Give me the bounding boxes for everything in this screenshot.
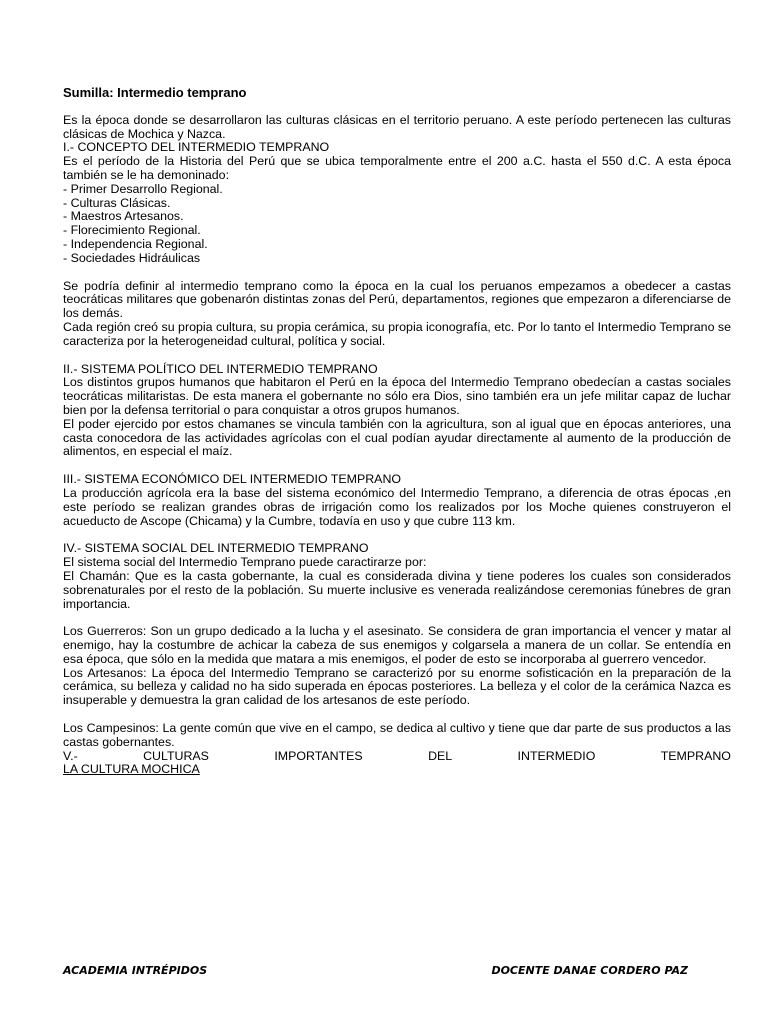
document-title: Sumilla: Intermedio temprano: [63, 85, 247, 100]
campesinos-paragraph: Los Campesinos: La gente común que vive en el campo, se dedica al cultivo y tiene que dar parte de sus productos a las castas gobernantes.: [63, 721, 731, 749]
heading-word: V.-: [63, 748, 78, 763]
cultura-mochica-subheading: LA CULTURA MOCHICA: [63, 762, 200, 777]
list-item: - Maestros Artesanos.: [63, 209, 184, 224]
intro-paragraph: Es la época donde se desarrollaron las culturas clásicas en el territorio peruano. A este período pertenecen las culturas clásicas de Mochica y Nazca.: [63, 112, 731, 141]
section2-heading: II.- SISTEMA POLÍTICO DEL INTERMEDIO TEMPRANO: [63, 361, 378, 376]
footer-academy: ACADEMIA INTRÉPIDOS: [63, 964, 208, 977]
heading-word: TEMPRANO: [660, 748, 731, 763]
artesanos-paragraph: Los Artesanos: La época del Intermedio Temprano se caracterizó por su enorme sofisticación en la preparación de la cerámica, su belleza y calidad no ha sido superada en épocas posteriores. La belleza y el color de la cerámica Nazca es insuperable y demuestra la gran calidad de los artesanos de este período.: [63, 665, 731, 708]
period-names-list: [63, 183, 731, 266]
section1-text: Es el período de la Historia del Perú que se ubica temporalmente entre el 200 a.C. hasta el 550 d.C. A esta época también se le ha demoninado:: [63, 154, 731, 182]
section4-heading: IV.- SISTEMA SOCIAL DEL INTERMEDIO TEMPRANO: [63, 541, 369, 556]
section1-paragraph-2: Se podría definir al intermedio temprano como la época en la cual los peruanos empezamos a obedecer a castas teocráticas militares que gobenarón distintas zonas del Perú, departamentos, regiones que empezaron a diferenciarse de los demás.: [63, 278, 731, 321]
section5-heading: [63, 750, 731, 764]
list-item: - Independencia Regional.: [63, 236, 208, 251]
section1-heading: I.- CONCEPTO DEL INTERMEDIO TEMPRANO: [63, 140, 330, 155]
list-item: - Primer Desarrollo Regional.: [63, 181, 223, 196]
section4-intro: El sistema social del Intermedio Temprano puede caractirarze por:: [63, 555, 427, 570]
footer-teacher: DOCENTE DANAE CORDERO PAZ: [491, 964, 688, 977]
list-item: - Sociedades Hidráulicas: [63, 250, 201, 265]
section2-paragraph-1: Los distintos grupos humanos que habitaron el Perú en la época del Intermedio Temprano obedecían a castas sociales teocráticas militaristas. De esta manera el gobernante no sólo era Dios, sino también era un jefe militar capaz de luchar bien por la defensa territorial o para conquistar a otros grupos humanos.: [63, 375, 731, 417]
guerreros-paragraph: Los Guerreros: Son un grupo dedicado a la lucha y el asesinato. Se considera de gran importancia el vencer y matar al enemigo, hay la costumbre de achicar la cabeza de sus enemigos y colgarsela a manera de un collar. Se entendía en esa época, que sólo en la medida que matara a mis enemigos, el poder de esto se incorporaba al guerrero vencedor.: [63, 624, 731, 666]
heading-word: IMPORTANTES: [274, 748, 363, 763]
list-item: - Florecimiento Regional.: [63, 223, 201, 238]
document-body: [63, 86, 731, 777]
chaman-paragraph: El Chamán: Que es la casta gobernante, la cual es considerada divina y tiene poderes los cuales son considerados sobrenaturales por el resto de la población. Su muerte inclusive es venerada realizándose ceremonias fúnebres de gran importancia.: [63, 568, 731, 611]
section3-heading: III.- SISTEMA ECONÓMICO DEL INTERMEDIO TEMPRANO: [63, 472, 402, 487]
heading-word: INTERMEDIO: [517, 748, 596, 763]
heading-word: CULTURAS: [143, 748, 209, 763]
page-footer: [63, 964, 688, 977]
section2-paragraph-2: El poder ejercido por estos chamanes se vincula también con la agricultura, son al igual que en épocas anteriores, una casta conocedora de las actividades agrícolas con el cual podían ayudar directamente al aumento de la producción de alimentos, en especial el maíz.: [63, 416, 731, 459]
list-item: - Culturas Clásicas.: [63, 195, 171, 210]
heading-word: DEL: [428, 748, 453, 763]
section3-paragraph-1: La producción agrícola era la base del sistema económico del Intermedio Temprano, a diferencia de otras épocas ,en este período se realizan grandes obras de irrigación como los realizados por los Moche quienes construyeron el acueducto de Ascope (Chicama) y la Cumbre, todavía en uso y que cubre 113 km.: [63, 485, 731, 528]
section1-paragraph-3: Cada región creó su propia cultura, su propia cerámica, su propia iconografía, etc. Por lo tanto el Intermedio Temprano se caracteriza por la heterogeneidad cultural, política y social.: [63, 319, 731, 348]
